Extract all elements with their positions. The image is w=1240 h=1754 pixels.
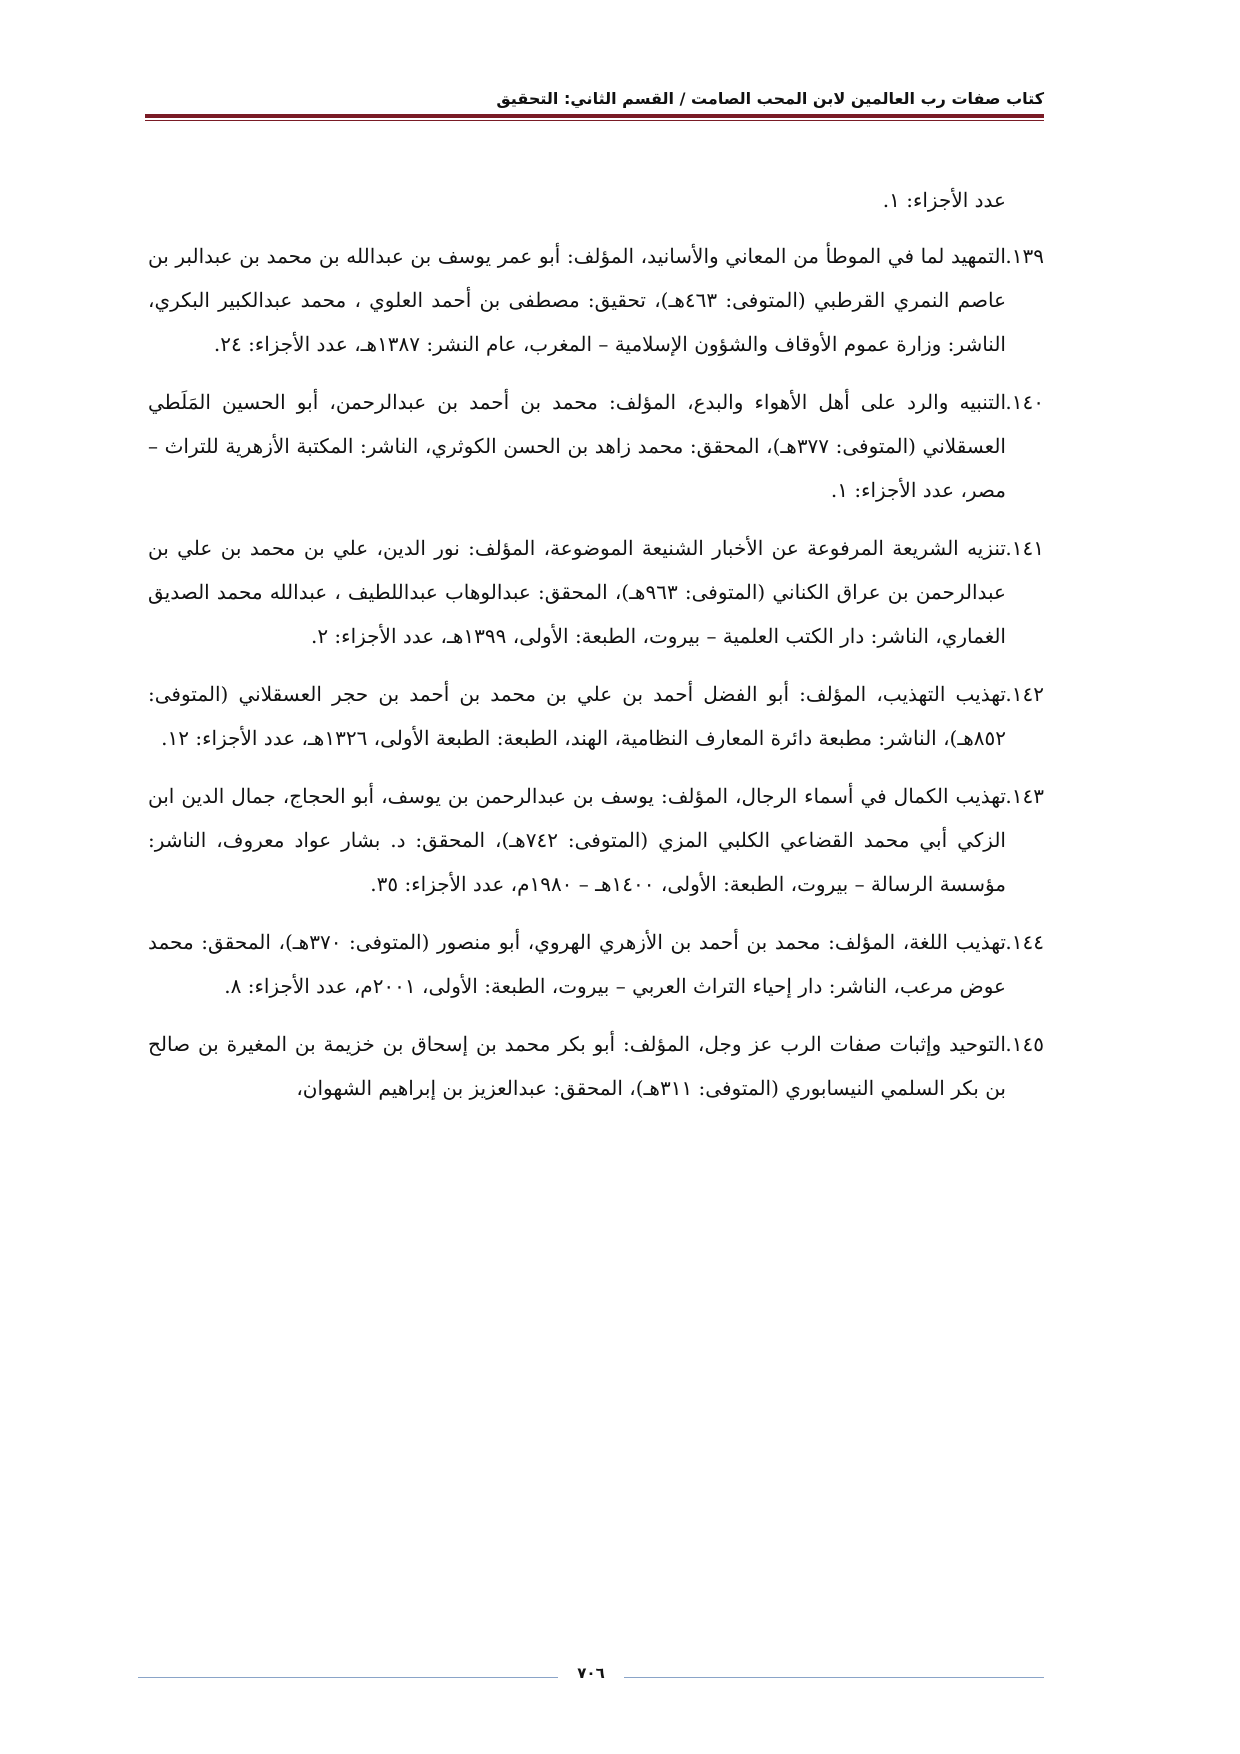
footer-rule-left (138, 1677, 558, 1678)
bibliography-entry-142 (148, 672, 1044, 760)
entry-text: تنزيه الشريعة المرفوعة عن الأخبار الشنيعة الموضوعة، المؤلف: نور الدين، علي بن محمد بن علي بن عبدالرحمن بن عراق الكناني (المتوفى: ٩٦٣هـ)، المحقق: عبدالوهاب عبداللطيف ، عبدالله محمد الصديق الغماري، الناشر: دار الكتب العلمية – بيروت، الطبعة: الأولى، ١٣٩٩هـ، عدد الأجزاء: ٢. (148, 536, 1006, 648)
book-title: كتاب صفات رب العالمين لابن المحب الصامت / القسم الثاني: التحقيق (496, 88, 1044, 108)
entry-text: تهذيب اللغة، المؤلف: محمد بن أحمد بن الأزهري الهروي، أبو منصور (المتوفى: ٣٧٠هـ)، المحقق: محمد عوض مرعب، الناشر: دار إحياء التراث العربي – بيروت، الطبعة: الأولى، ٢٠٠١م، عدد الأجزاء: ٨. (148, 930, 1006, 998)
entry-number: ١٤٠. (1005, 390, 1044, 414)
entry-number: ١٣٩. (1005, 244, 1044, 268)
header-rule-thin (145, 120, 1044, 121)
entry-text: التنبيه والرد على أهل الأهواء والبدع، المؤلف: محمد بن أحمد بن عبدالرحمن، أبو الحسين المَلَطي العسقلاني (المتوفى: ٣٧٧هـ)، المحقق: محمد زاهد بن الحسن الكوثري، الناشر: المكتبة الأزهرية للتراث – مصر، عدد الأجزاء: ١. (148, 390, 1006, 502)
continuation-line: عدد الأجزاء: ١. (882, 188, 1006, 212)
page-number: ٧٠٦ (577, 1664, 605, 1682)
entry-text: تهذيب الكمال في أسماء الرجال، المؤلف: يوسف بن عبدالرحمن بن يوسف، أبو الحجاج، جمال الدين ابن الزكي أبي محمد القضاعي الكلبي المزي (المتوفى: ٧٤٢هـ)، المحقق: د. بشار عواد معروف، الناشر: مؤسسة الرسالة – بيروت، الطبعة: الأولى، ١٤٠٠هـ – ١٩٨٠م، عدد الأجزاء: ٣٥. (148, 784, 1006, 896)
page-header (145, 78, 1044, 118)
header-rule-thick (145, 114, 1044, 118)
bibliography-entry-139 (148, 234, 1044, 366)
entry-text: تهذيب التهذيب، المؤلف: أبو الفضل أحمد بن علي بن محمد بن أحمد بن حجر العسقلاني (المتوفى: ٨٥٢هـ)، الناشر: مطبعة دائرة المعارف النظامية، الهند، الطبعة: الطبعة الأولى، ١٣٢٦هـ، عدد الأجزاء: ١٢. (148, 682, 1006, 750)
bibliography-entry-145 (148, 1022, 1044, 1110)
entry-text: التمهيد لما في الموطأ من المعاني والأسانيد، المؤلف: أبو عمر يوسف بن عبدالله بن محمد بن عبدالبر بن عاصم النمري القرطبي (المتوفى: ٤٦٣هـ)، تحقيق: مصطفى بن أحمد العلوي ، محمد عبدالكبير البكري، الناشر: وزارة عموم الأوقاف والشؤون الإسلامية – المغرب، عام النشر: ١٣٨٧هـ، عدد الأجزاء: ٢٤. (148, 244, 1007, 356)
bibliography-content (148, 178, 1044, 1124)
bibliography-entry-141 (148, 526, 1044, 658)
entry-number: ١٤٢. (1005, 682, 1044, 706)
entry-number: ١٤٤. (1005, 930, 1044, 954)
entry-text: التوحيد وإثبات صفات الرب عز وجل، المؤلف: أبو بكر محمد بن إسحاق بن خزيمة بن المغيرة بن صالح بن بكر السلمي النيسابوري (المتوفى: ٣١١هـ)، المحقق: عبدالعزيز بن إبراهيم الشهوان، (148, 1032, 1006, 1100)
entry-number: ١٤٥. (1005, 1032, 1044, 1056)
entry-number: ١٤١. (1005, 536, 1044, 560)
bibliography-entry-143 (148, 774, 1044, 906)
bibliography-entry-144 (148, 920, 1044, 1008)
bibliography-entry-140 (148, 380, 1044, 512)
entry-number: ١٤٣. (1005, 784, 1044, 808)
page-footer (138, 1662, 1044, 1692)
